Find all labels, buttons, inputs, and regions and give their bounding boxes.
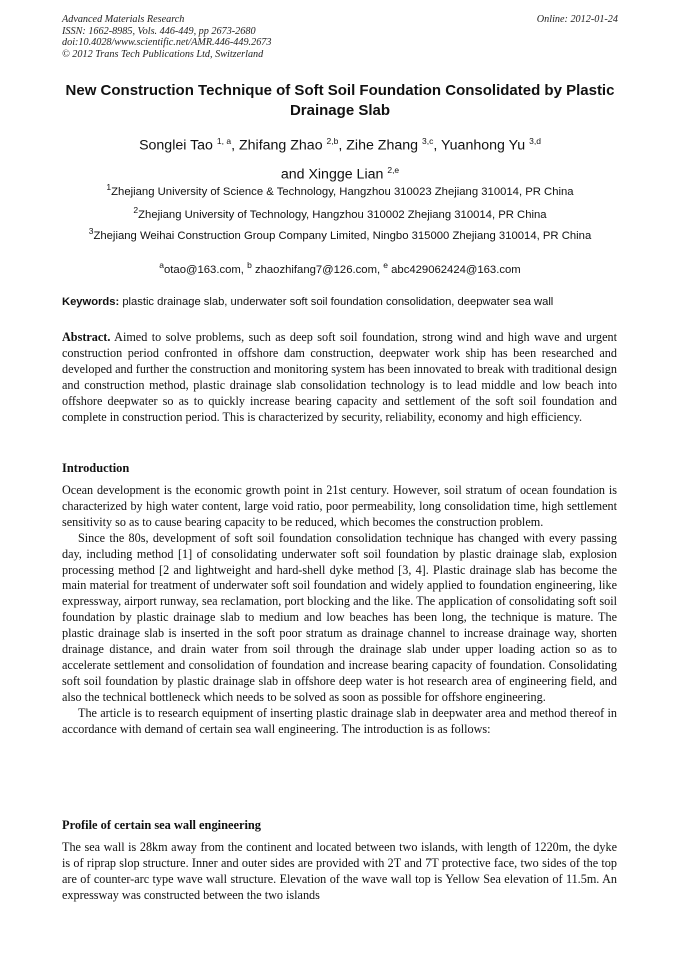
affiliation-2 [62,203,618,222]
author-name: Songlei Tao [139,137,213,154]
email-link[interactable]: zhaozhifang7@126.com, [254,263,381,276]
affiliation-superscript: 2 [133,205,139,215]
intro-paragraph-3: The article is to research equipment of inserting plastic drainage slab in deepwater area and method thereof in accordance with demand of certain sea wall engineering. The introduction is as follows: [62,705,617,736]
journal-header [62,14,618,60]
author-superscript: 3,c [422,136,434,146]
email-link[interactable]: abc429062424@163.com [391,263,521,276]
profile-body [62,840,617,904]
author-name: and Xingge Lian [280,166,384,183]
intro-paragraph-2: Since the 80s, development of soft soil foundation consolidation technique has changed with every passing day, including method [1] of consolidating underwater soft soil foundation by plastic drainage slab, explosion processing method [2 and lightweight and hard-shell dyke method [3, 4]. Plastic drainage slab has become the main material for treatment of underwater soft soil foundation and widely applied to foundation engineering, like expressway, airport runway, sea reclamation, port blocking and the like. The application of consolidating soft soil foundation by plastic drainage slab to medium and low beaches has been long, the technique is mature. The plastic drainage slab is inserted in the soft poor stratum as drainage channel to increase drainage way, shorten drainage distance, and drain water from soil through the drainage slab under upper loading action so as to accelerate settlement and consolidation of foundation and increase bearing capacity of foundation. Consolidating soft soil foundation by plastic drainage slab in offshore deep water is hot research area of engineering field, and also the technical bottleneck which needs to be solved as soon as possible for offshore engineering. [62,530,617,704]
paper-title: New Construction Technique of Soft Soil Foundation Consolidated by Plastic Drainage Slab [65,82,615,119]
affiliation-superscript: 3 [88,226,94,236]
doi-line[interactable]: doi:10.4028/www.scientific.net/AMR.446-449.2673 [62,37,272,48]
abstract-text: Aimed to solve problems, such as deep soft soil foundation, strong wind and high wave and urgent construction period confronted in offshore dam construction, deepwater work ship has been researched and developed and further the construction and monitoring system has been innovated to break with traditional design and construction method, plastic drainage slab consolidation technology is to lead middle and low beach into offshore deepwater so as to quickly increase bearing capacity and settlement of the soft soil foundation and complete in construction period. This is characterized by security, reliability, economy and high efficiency. [62,330,617,424]
keywords-text: plastic drainage slab, underwater soft soil foundation consolidation, deepwater sea wall [122,296,554,308]
keywords-line [62,295,622,309]
keywords-label: Keywords: [62,296,120,308]
email-superscript: b [247,260,252,270]
issn-line: ISSN: 1662-8985, Vols. 446-449, pp 2673-2680 [62,25,256,37]
introduction-heading: Introduction [62,461,130,475]
author-name: Zihe Zhang [346,137,419,154]
email-superscript: e [383,260,388,270]
online-date: Online: 2012-01-24 [536,14,618,25]
author-list: Songlei Tao $^{1, a}$, Zhifang Zhao $^{2,b}$, Zihe Zhang $^{3,c}$, Yuanhong Yu $^{3,d}$ and Xingge Lian $^{2,e}$ [139,136,541,183]
affiliation-text: Zhejiang University of Science & Technology, Hangzhou 310023 Zhejiang 310014, PR China [111,185,574,198]
author-name: Zhifang Zhao [238,137,323,154]
author-superscript: 2,b [326,136,339,146]
affiliation-1 [62,180,618,199]
abstract-paragraph [62,330,617,425]
email-link[interactable]: otao@163.com, [164,263,244,276]
author-superscript: 3,d [529,136,541,146]
profile-heading: Profile of certain sea wall engineering [62,818,262,832]
affiliation-text: Zhejiang Weihai Construction Group Company Limited, Ningbo 315000 Zhejiang 310014, PR China [93,229,592,242]
abstract-label: Abstract. [62,330,111,344]
author-name: Yuanhong Yu [440,137,526,154]
journal-name: Advanced Materials Research [62,14,185,25]
author-emails [62,258,618,277]
email-superscript: a [159,260,165,270]
copyright-line: © 2012 Trans Tech Publications Ltd, Switzerland [62,48,264,60]
affiliation-3 [80,224,600,243]
affiliation-text: Zhejiang University of Technology, Hangzhou 310002 Zhejiang 310014, PR China [138,208,547,221]
author-superscript: 2,e [387,164,400,175]
profile-paragraph-1: The sea wall is 28km away from the continent and located between two islands, with length of 1220m, the dyke is of riprap slop structure. Inner and outer sides are provided with 2T and 7T protective face, two sides of the top are of counter-arc type wave wall structure. Elevation of the wave wall top is Yellow Sea elevation of 11.5m. An expressway was constructed between the two islands [62,840,617,902]
affiliation-superscript: 1 [106,182,112,192]
intro-paragraph-1: Ocean development is the economic growth point in 21st century. However, soil stratum of ocean foundation is characterized by high water content, large void ratio, poor permeability, long consolidation time, high settlement sensitivity so as to cause bearing capacity to be reduced, which becomes the construction problem. [62,483,617,529]
author-superscript: 1, a [216,136,232,146]
introduction-body [62,483,617,738]
